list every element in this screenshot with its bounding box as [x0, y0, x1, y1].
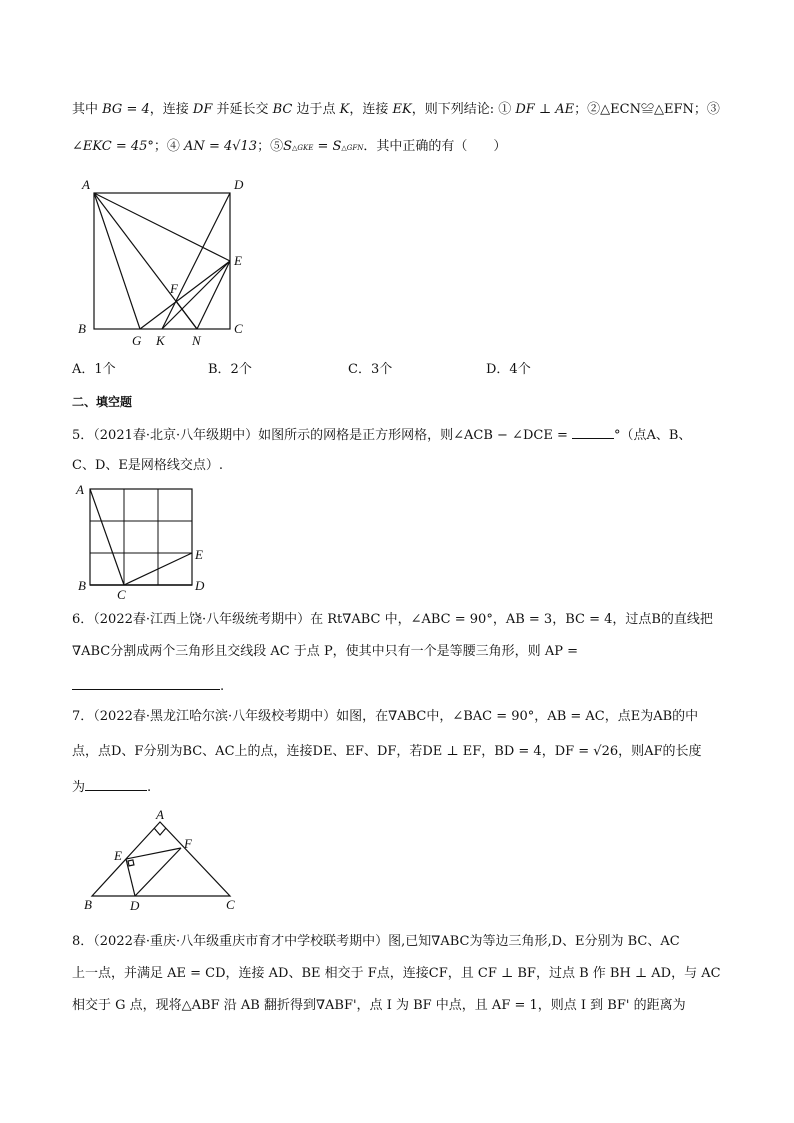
q5-answer-blank[interactable]: [572, 424, 614, 439]
q8-line-3: 相交于 G 点，现将△ABF 沿 AB 翻折得到∇ABF'，点 I 为 BF 中点，且 AF = 1，则点 I 到 BF' 的距离为: [72, 998, 686, 1013]
label-E: E: [195, 547, 203, 562]
label-B: B: [84, 897, 92, 912]
q7-line-1: 7．（2022春·黑龙江哈尔滨·八年级校考期中）如图，在∇ABC中，∠BAC = 90°，AB = AC，点E为AB的中: [72, 709, 699, 724]
label-A: A: [82, 177, 90, 192]
q7-answer-blank[interactable]: [85, 776, 147, 791]
label-F: F: [184, 836, 192, 851]
label-K: K: [156, 333, 165, 348]
label-D: D: [130, 898, 140, 913]
segment-AG: [94, 193, 140, 329]
q6-line-3: .: [72, 675, 224, 697]
q7-line-2: 点，点D、F分别为BC、AC上的点，连接DE、EF、DF，若DE ⊥ EF，BD = 4，DF = √26，则AF的长度: [72, 744, 702, 759]
label-D: D: [195, 578, 205, 593]
label-E: E: [234, 253, 242, 268]
label-B: B: [78, 321, 86, 336]
square-ABCD: [94, 193, 230, 329]
q4-line-1: 其中 BG = 4，连接 DF 并延长交 BC 边于点 K，连接 EK，则下列结论: ① DF ⊥ AE；②△ECN≌△EFN；③: [72, 102, 720, 117]
q6-answer-blank[interactable]: [72, 675, 220, 690]
label-A: A: [76, 482, 84, 497]
q4-square-figure: [70, 175, 260, 350]
q4-option-d: D．4个: [486, 362, 531, 377]
q5-line-1: 5．（2021春·北京·八年级期中）如图所示的网格是正方形网格，则∠ACB − ∠DCE = °（点A、B、: [72, 424, 691, 446]
label-C: C: [226, 897, 235, 912]
segment-AE: [94, 193, 230, 261]
label-F: F: [170, 281, 178, 296]
label-E: E: [114, 848, 122, 863]
q4-option-b: B．2个: [208, 362, 252, 377]
section-title: 二、填空题: [72, 395, 133, 409]
q7-line-3: 为 .: [72, 776, 151, 798]
segment-DK: [162, 193, 230, 329]
label-B: B: [78, 578, 86, 593]
q7-triangle-figure: [80, 807, 250, 916]
right-angle-mark-E: [128, 860, 134, 866]
q6-line-2: ∇ABC分割成两个三角形且交线段 AC 于点 P，使其中只有一个是等腰三角形，则 AP =: [72, 644, 578, 659]
label-A: A: [156, 807, 164, 822]
segment-NE: [197, 261, 230, 329]
q4-option-a: A．1个: [72, 362, 116, 377]
q5-grid-figure: [74, 480, 214, 602]
q8-line-2: 上一点，并满足 AE = CD，连接 AD、BE 相交于 F点，连接CF，且 CF ⊥ BF，过点 B 作 BH ⊥ AD，与 AC: [72, 966, 721, 981]
segment-DF: [135, 848, 181, 896]
q4-option-c: C．3个: [348, 362, 393, 377]
q8-line-1: 8．（2022春·重庆·八年级重庆市育才中学校联考期中）图,已知∇ABC为等边三角形,D、E分别为 BC、AC: [72, 934, 680, 949]
q5-line-2: C、D、E是网格线交点）.: [72, 458, 223, 473]
label-C: C: [117, 587, 126, 602]
segment-AC: [90, 489, 124, 585]
right-angle-mark-A: [154, 828, 166, 835]
q4-line-2: ∠EKC = 45°；④ AN = 4√13；⑤S△GKE = S△GFN．其中正确的有（ ）: [72, 139, 507, 154]
label-D: D: [234, 177, 244, 192]
q6-line-1: 6．（2022春·江西上饶·八年级统考期中）在 Rt∇ABC 中，∠ABC = 90°，AB = 3，BC = 4，过点B的直线把: [72, 612, 713, 627]
label-C: C: [234, 321, 243, 336]
label-G: G: [132, 333, 142, 348]
label-N: N: [192, 333, 201, 348]
